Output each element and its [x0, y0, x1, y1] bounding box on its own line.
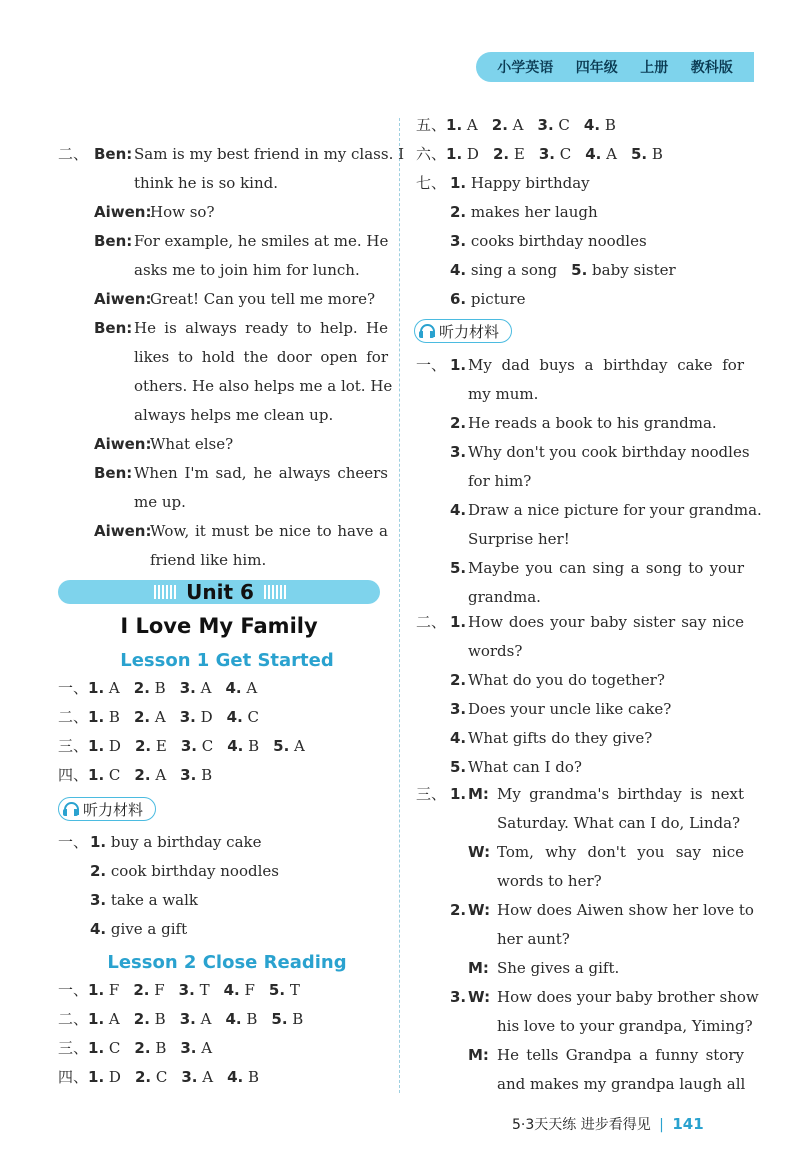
answer-row	[58, 1041, 212, 1056]
bars-decoration-icon	[154, 585, 176, 599]
question-marker: 七、	[416, 174, 447, 192]
dialogue-speaker: Ben:	[94, 232, 133, 250]
item-number: 1.	[450, 174, 467, 192]
page-footer: 5·3天天练 进步看得见 | 141	[512, 1115, 704, 1133]
question-marker: 一、	[58, 679, 89, 697]
answer-row	[58, 1012, 303, 1027]
listening-line: Why don't you cook birthday noodles	[468, 443, 750, 461]
item-number: 1.	[90, 833, 107, 851]
answer-number: 3.	[537, 116, 554, 134]
dialogue-line: always helps me clean up.	[134, 406, 334, 424]
answer-row	[58, 1070, 259, 1085]
dialogue-speaker: M:	[468, 1046, 489, 1064]
answer-number: 3.	[180, 1039, 197, 1057]
question-marker: 四、	[58, 766, 89, 784]
dialogue-speaker: M:	[468, 785, 489, 803]
answer-value: D	[462, 145, 479, 163]
question-marker: 二、	[416, 613, 447, 631]
question-marker: 三、	[58, 1039, 89, 1057]
answer-value: A	[241, 679, 258, 697]
dialogue-speaker: Aiwen:	[94, 290, 152, 308]
listening-line: words?	[468, 642, 523, 660]
header-edition: 教科版	[690, 60, 733, 76]
listening-item	[90, 835, 261, 850]
answer-value: E	[151, 737, 167, 755]
answer-number: 4.	[585, 145, 602, 163]
answer-row	[58, 739, 305, 754]
answer-value: B	[150, 1039, 167, 1057]
fill-answer	[450, 292, 525, 307]
listening-line: What gifts do they give?	[468, 729, 653, 747]
listening-tag-left	[58, 797, 156, 821]
answer-number: 1.	[88, 737, 105, 755]
book-header-badge	[476, 52, 754, 82]
answer-value: A	[289, 737, 305, 755]
answer-row	[58, 681, 257, 696]
answer-value: B	[149, 1010, 166, 1028]
item-number: 2.	[90, 862, 107, 880]
answer-value: C	[104, 1039, 121, 1057]
answer-row	[58, 768, 212, 783]
lesson1-title: Lesson 1 Get Started	[120, 650, 334, 671]
answer-value: C	[151, 1068, 168, 1086]
answer-value: B	[243, 1068, 260, 1086]
question-marker: 二、	[58, 145, 89, 163]
dialogue-line: He is always ready to help. He	[134, 319, 388, 337]
answer-value: A	[195, 679, 212, 697]
answer-value: F	[149, 981, 165, 999]
answer-number: 2.	[133, 1010, 150, 1028]
item-text: baby sister	[587, 261, 676, 279]
fill-answer	[450, 234, 647, 249]
answer-value: B	[243, 737, 260, 755]
answer-value: B	[104, 708, 120, 726]
header-volume: 上册	[640, 60, 669, 76]
headphones-icon	[419, 324, 434, 338]
answer-row	[58, 983, 300, 998]
item-text: cooks birthday noodles	[466, 232, 647, 250]
item-number: 5.	[450, 559, 467, 577]
listening-label: 听力材料	[439, 322, 500, 341]
listening-line: What do you do together?	[468, 671, 665, 689]
answer-number: 3.	[179, 679, 196, 697]
answer-value: C	[554, 145, 572, 163]
dialogue-speaker: W:	[468, 901, 491, 919]
question-marker: 六、	[416, 145, 447, 163]
answer-number: 1.	[88, 1068, 105, 1086]
answer-value: A	[104, 679, 120, 697]
answer-number: 5.	[273, 737, 290, 755]
fill-answer	[450, 176, 590, 191]
answer-value: A	[601, 145, 617, 163]
item-number: 2.	[450, 671, 467, 689]
answer-value: B	[647, 145, 663, 163]
dialogue-speaker: Ben:	[94, 145, 133, 163]
item-number: 4.	[450, 261, 467, 279]
answer-number: 2.	[133, 981, 150, 999]
dialogue-line: me up.	[134, 493, 186, 511]
listening-line: He reads a book to his grandma.	[468, 414, 717, 432]
answer-value: E	[509, 145, 525, 163]
answer-number: 1.	[446, 116, 463, 134]
dialogue-line: My grandma's birthday is next	[497, 785, 744, 803]
item-number: 2.	[450, 901, 467, 919]
answer-number: 3.	[180, 766, 197, 784]
answer-number: 4.	[227, 737, 244, 755]
answer-number: 2.	[134, 737, 152, 755]
dialogue-line: think he is so kind.	[134, 174, 278, 192]
question-marker: 三、	[416, 785, 447, 803]
dialogue-line: and makes my grandpa laugh all	[497, 1075, 746, 1093]
listening-line: Surprise her!	[468, 530, 570, 548]
answer-number: 5.	[630, 145, 648, 163]
answer-row	[58, 710, 259, 725]
dialogue-line: What else?	[150, 435, 234, 453]
header-subject: 小学英语	[497, 60, 554, 76]
answer-number: 3.	[179, 708, 196, 726]
listening-line: Draw a nice picture for your grandma.	[468, 501, 762, 519]
listening-line: my mum.	[468, 385, 539, 403]
item-number: 4.	[90, 920, 107, 938]
dialogue-speaker: Aiwen:	[94, 522, 152, 540]
dialogue-line: friend like him.	[150, 551, 267, 569]
answer-number: 3.	[179, 1010, 196, 1028]
dialogue-line: For example, he smiles at me. He	[134, 232, 389, 250]
listening-item	[90, 864, 279, 879]
question-marker: 五、	[416, 116, 447, 134]
answer-value: A	[196, 1039, 213, 1057]
question-marker: 四、	[58, 1068, 89, 1086]
answer-value: B	[287, 1010, 304, 1028]
listening-line: for him?	[468, 472, 532, 490]
item-number: 4.	[450, 501, 467, 519]
answer-value: B	[196, 766, 213, 784]
item-number: 4.	[450, 729, 467, 747]
answer-value: D	[104, 737, 121, 755]
headphones-icon	[63, 802, 78, 816]
answer-value: C	[104, 766, 121, 784]
item-number: 3.	[450, 232, 467, 250]
answer-number: 4.	[225, 679, 242, 697]
answer-number: 3.	[180, 737, 197, 755]
listening-line: What can I do?	[468, 758, 582, 776]
dialogue-line: Tom, why don't you say nice	[497, 843, 744, 861]
answer-number: 3.	[538, 145, 555, 163]
header-grade: 四年级	[575, 60, 618, 76]
answer-number: 1.	[88, 1010, 105, 1028]
answer-number: 1.	[88, 679, 105, 697]
dialogue-line: How does your baby brother show	[497, 988, 759, 1006]
item-number: 5.	[571, 261, 588, 279]
item-number: 3.	[450, 988, 467, 1006]
answer-value: A	[507, 116, 524, 134]
dialogue-speaker: Aiwen:	[94, 203, 152, 221]
answer-number: 4.	[225, 1010, 242, 1028]
item-text: take a walk	[106, 891, 198, 909]
listening-item	[90, 922, 187, 937]
unit-heading	[140, 580, 300, 604]
answer-value: A	[197, 1068, 214, 1086]
item-number: 1.	[450, 613, 467, 631]
answer-number: 3.	[181, 1068, 198, 1086]
item-text: give a gift	[106, 920, 188, 938]
answer-number: 1.	[88, 708, 105, 726]
dialogue-line: Sam is my best friend in my class. I	[134, 145, 405, 163]
item-number: 3.	[450, 700, 467, 718]
dialogue-line: When I'm sad, he always cheers	[134, 464, 388, 482]
lesson2-title: Lesson 2 Close Reading	[107, 952, 347, 973]
answer-value: F	[239, 981, 255, 999]
unit-title: I Love My Family	[120, 614, 318, 638]
dialogue-line: He tells Grandpa a funny story	[497, 1046, 744, 1064]
answer-number: 2.	[133, 708, 151, 726]
dialogue-line: words to her?	[497, 872, 602, 890]
item-number: 1.	[450, 356, 467, 374]
listening-line: How does your baby sister say nice	[468, 613, 744, 631]
dialogue-line: his love to your grandpa, Yiming?	[497, 1017, 753, 1035]
dialogue-line: She gives a gift.	[497, 959, 620, 977]
dialogue-line: others. He also helps me a lot. He	[134, 377, 393, 395]
answer-number: 1.	[88, 981, 105, 999]
answer-value: T	[285, 981, 300, 999]
bars-decoration-icon	[264, 585, 286, 599]
page-number: 141	[672, 1115, 704, 1133]
answer-number: 2.	[133, 679, 150, 697]
answer-number: 1.	[88, 1039, 105, 1057]
answer-number: 2.	[134, 766, 151, 784]
unit-label: Unit 6	[186, 580, 254, 604]
answer-number: 2.	[134, 1068, 152, 1086]
answer-value: A	[150, 708, 166, 726]
fill-answer	[450, 205, 598, 220]
listening-label: 听力材料	[83, 800, 144, 819]
listening-line: Does your uncle like cake?	[468, 700, 672, 718]
dialogue-line: Great! Can you tell me more?	[150, 290, 376, 308]
answer-number: 1.	[446, 145, 463, 163]
answer-number: 2.	[491, 116, 508, 134]
answer-value: A	[195, 1010, 212, 1028]
answer-value: B	[149, 679, 166, 697]
item-number: 3.	[450, 443, 467, 461]
item-text: makes her laugh	[466, 203, 598, 221]
dialogue-line: likes to hold the door open for	[134, 348, 388, 366]
answer-row	[416, 147, 663, 162]
item-number: 5.	[450, 758, 467, 776]
question-marker: 二、	[58, 708, 89, 726]
answer-value: C	[242, 708, 260, 726]
answer-row	[416, 118, 616, 133]
answer-value: A	[462, 116, 478, 134]
dialogue-line: asks me to join him for lunch.	[134, 261, 360, 279]
question-marker: 一、	[416, 356, 447, 374]
footer-slogan: 进步看得见	[580, 1117, 651, 1133]
answer-number: 2.	[134, 1039, 151, 1057]
dialogue-line: How so?	[150, 203, 215, 221]
dialogue-line: How does Aiwen show her love to	[497, 901, 754, 919]
answer-value: C	[196, 737, 214, 755]
answer-value: B	[600, 116, 616, 134]
answer-value: T	[194, 981, 210, 999]
answer-number: 4.	[227, 1068, 244, 1086]
footer-brand: 5·3天天练	[512, 1117, 577, 1133]
answer-number: 2.	[492, 145, 510, 163]
dialogue-line: Saturday. What can I do, Linda?	[497, 814, 741, 832]
answer-number: 4.	[223, 981, 240, 999]
answer-value: A	[150, 766, 167, 784]
answer-number: 4.	[583, 116, 601, 134]
dialogue-speaker: Ben:	[94, 464, 133, 482]
item-number: 3.	[90, 891, 107, 909]
answer-value: D	[104, 1068, 121, 1086]
item-text: buy a birthday cake	[106, 833, 262, 851]
question-marker: 二、	[58, 1010, 89, 1028]
listening-item	[90, 893, 198, 908]
dialogue-speaker: W:	[468, 843, 491, 861]
item-text: cook birthday noodles	[106, 862, 279, 880]
answer-value: F	[104, 981, 120, 999]
answer-number: 5.	[271, 1010, 288, 1028]
dialogue-speaker: W:	[468, 988, 491, 1006]
dialogue-line: Wow, it must be nice to have a	[150, 522, 388, 540]
answer-number: 5.	[268, 981, 286, 999]
dialogue-speaker: M:	[468, 959, 489, 977]
dialogue-speaker: Ben:	[94, 319, 133, 337]
answer-value: B	[241, 1010, 258, 1028]
answer-number: 3.	[178, 981, 195, 999]
answer-number: 1.	[88, 766, 105, 784]
item-text: picture	[466, 290, 526, 308]
listening-tag-right	[414, 319, 512, 343]
answer-value: D	[195, 708, 213, 726]
dialogue-speaker: Aiwen:	[94, 435, 152, 453]
item-text: Happy birthday	[466, 174, 590, 192]
column-divider	[399, 118, 400, 1093]
answer-value: C	[553, 116, 570, 134]
question-marker: 一、	[58, 833, 89, 851]
question-marker: 三、	[58, 737, 89, 755]
item-number: 2.	[450, 414, 467, 432]
listening-line: My dad buys a birthday cake for	[468, 356, 744, 374]
dialogue-line: her aunt?	[497, 930, 570, 948]
answer-number: 4.	[226, 708, 243, 726]
listening-line: Maybe you can sing a song to your	[468, 559, 744, 577]
item-number: 2.	[450, 203, 467, 221]
fill-answer	[450, 263, 676, 278]
question-marker: 一、	[58, 981, 89, 999]
item-number: 6.	[450, 290, 467, 308]
answer-value: A	[104, 1010, 120, 1028]
item-text: sing a song	[466, 261, 558, 279]
listening-line: grandma.	[468, 588, 541, 606]
item-number: 1.	[450, 785, 467, 803]
